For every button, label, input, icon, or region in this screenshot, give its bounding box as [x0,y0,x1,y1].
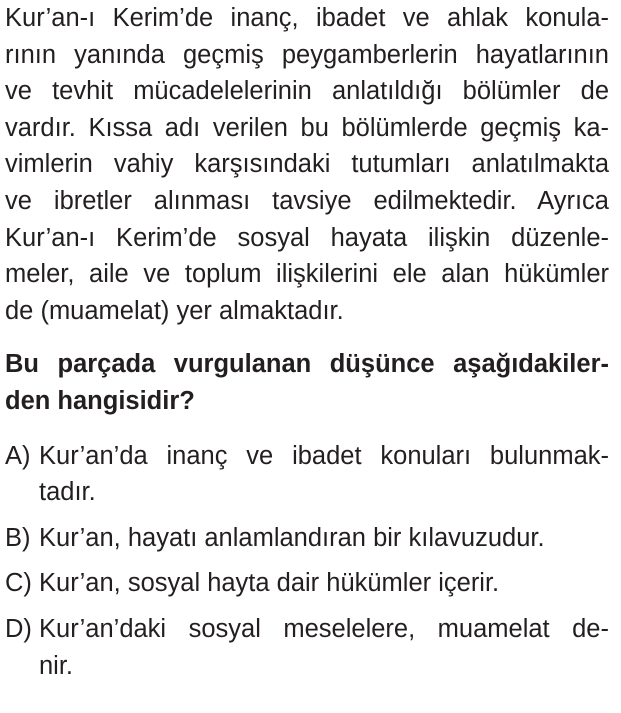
passage-line: vardır. Kıssa adı verilen bu bölümlerde geçmiş ka- [5,113,609,142]
passage-line: ve ibretler alınması tavsiye edilmektedir. Ayrıca [5,186,609,215]
question-stem [5,346,609,419]
option-text [39,438,609,511]
option-text [39,520,609,557]
answer-options [5,438,609,685]
option-line: Kur’an’da inanç ve ibadet konuları bulunmak- [39,441,609,470]
option-line: Kur’an, sosyal hayta dair hükümler içerir. [39,569,500,598]
passage-line: Kur’an-ı Kerim’de inanç, ibadet ve ahlak konula- [5,4,609,32]
option-a[interactable] [5,438,609,511]
option-line: Kur’an, hayatı anlamlandıran bir kılavuzudur. [39,523,545,552]
option-letter: A) [5,441,31,470]
passage-line: ve tevhit mücadelelerinin anlatıldığı bölümler de [5,77,609,106]
option-letter: C) [5,569,32,598]
reading-passage [5,0,609,329]
option-text [39,611,609,684]
passage-line: de (muamelat) yer almaktadır. [5,296,344,325]
passage-line: Kur’an-ı Kerim’de sosyal hayata ilişkin düzenle- [5,223,609,252]
option-text [39,565,609,602]
question-line: den hangisidir? [5,386,195,415]
passage-line: vimlerin vahiy karşısındaki tutumları anlatılmakta [5,150,609,179]
option-line: nir. [39,651,74,680]
option-letter: B) [5,523,31,552]
passage-line: rının yanında geçmiş peygamberlerin hayatlarının [5,40,609,69]
option-b[interactable] [5,520,609,557]
option-letter: D) [5,614,32,643]
option-c[interactable] [5,565,609,602]
option-line: tadır. [39,478,96,507]
option-line: Kur’an’daki sosyal meselelere, muamelat de- [39,614,609,643]
question-line: Bu parçada vurgulanan düşünce aşağıdakiler- [5,350,609,379]
passage-line: meler, aile ve toplum ilişkilerini ele alan hükümler [5,260,609,289]
option-d[interactable] [5,611,609,684]
